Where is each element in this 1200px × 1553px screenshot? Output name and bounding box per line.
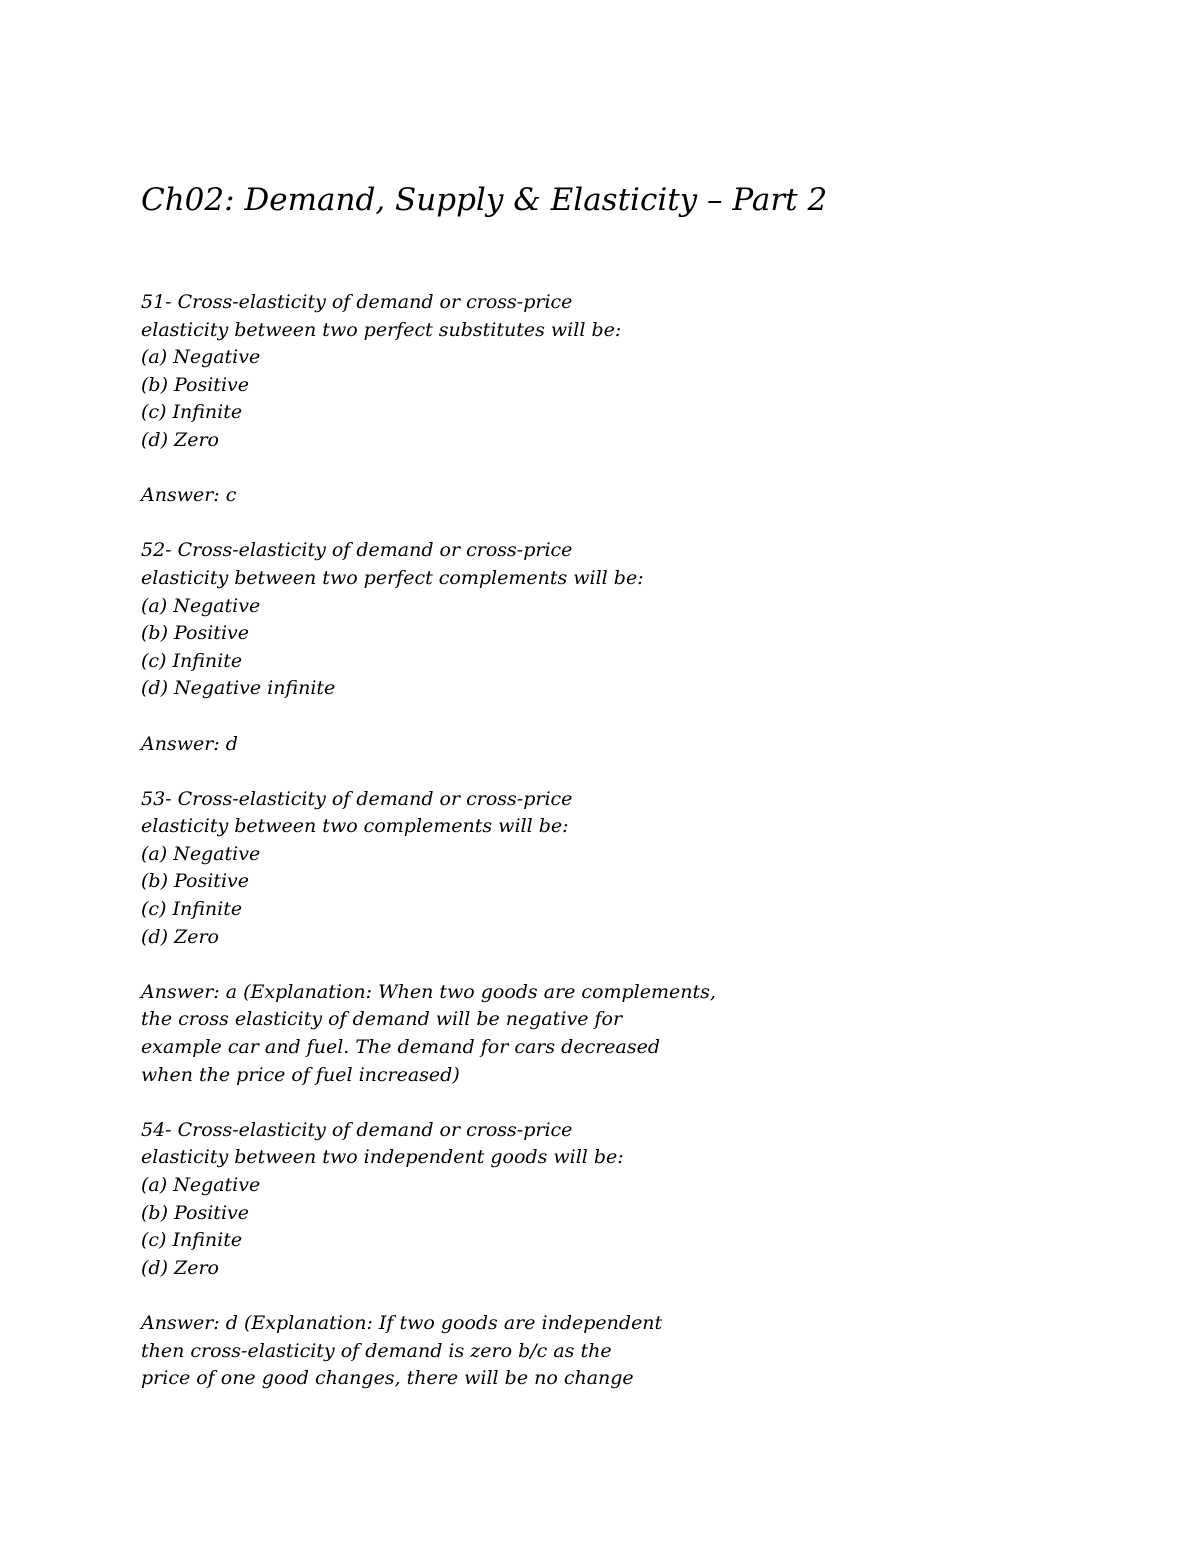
option-d: (d) Negative infinite <box>141 677 336 700</box>
answer <box>141 731 1041 759</box>
question-stem <box>141 786 1041 841</box>
answer-line: example car and fuel. The demand for cars decreased <box>141 1036 661 1059</box>
option-a: (a) Negative <box>141 1174 261 1196</box>
option-d: (d) Zero <box>141 1256 219 1279</box>
option-b: (b) Positive <box>141 373 249 396</box>
question-51 <box>141 289 1041 510</box>
document-title: Ch02: Demand, Supply & Elasticity – Part 2 <box>141 182 828 218</box>
question-52 <box>141 537 1041 758</box>
answer-line: Answer: d (Explanation: If two goods are independent <box>141 1311 663 1334</box>
option-list <box>141 841 1041 951</box>
answer <box>141 1310 1041 1393</box>
question-53 <box>141 786 1041 1090</box>
question-stem <box>141 289 1041 344</box>
option-a: (a) Negative <box>141 346 261 369</box>
answer-line: then cross-elasticity of demand is zero b/c as the <box>141 1339 612 1362</box>
option-b: (b) Positive <box>141 870 249 893</box>
option-d: (d) Zero <box>141 428 219 451</box>
stem-line: 52- Cross-elasticity of demand or cross-price <box>141 539 573 562</box>
answer <box>141 979 1041 1089</box>
stem-line: 53- Cross-elasticity of demand or cross-price <box>141 787 573 810</box>
stem-line: elasticity between two independent goods will be: <box>141 1146 624 1169</box>
answer-line: Answer: c <box>141 484 237 507</box>
option-b: (b) Positive <box>141 1201 249 1224</box>
option-c: (c) Infinite <box>141 649 243 672</box>
stem-line: elasticity between two complements will be: <box>141 815 569 838</box>
answer-line: price of one good changes, there will be no change <box>141 1367 634 1390</box>
option-d: (d) Zero <box>141 925 219 948</box>
option-list <box>141 593 1041 703</box>
question-list <box>141 289 1041 1420</box>
option-b: (b) Positive <box>141 622 249 645</box>
option-list <box>141 344 1041 454</box>
question-54 <box>141 1117 1041 1393</box>
option-a: (a) Negative <box>141 842 261 865</box>
question-stem <box>141 537 1041 592</box>
option-a: (a) Negative <box>141 594 261 617</box>
option-c: (c) Infinite <box>141 1229 243 1252</box>
answer-line: Answer: d <box>141 732 238 755</box>
stem-line: elasticity between two perfect substitutes will be: <box>141 318 622 341</box>
answer-line: the cross elasticity of demand will be negative for <box>141 1008 623 1031</box>
question-stem <box>141 1117 1041 1172</box>
option-c: (c) Infinite <box>141 898 243 921</box>
option-list <box>141 1172 1041 1282</box>
option-c: (c) Infinite <box>141 401 243 424</box>
answer <box>141 482 1041 510</box>
stem-line: elasticity between two perfect complements will be: <box>141 566 644 589</box>
stem-line: 51- Cross-elasticity of demand or cross-price <box>141 291 573 313</box>
answer-line: Answer: a (Explanation: When two goods are complements, <box>141 980 716 1003</box>
answer-line: when the price of fuel increased) <box>141 1063 460 1086</box>
stem-line: 54- Cross-elasticity of demand or cross-price <box>141 1118 573 1141</box>
